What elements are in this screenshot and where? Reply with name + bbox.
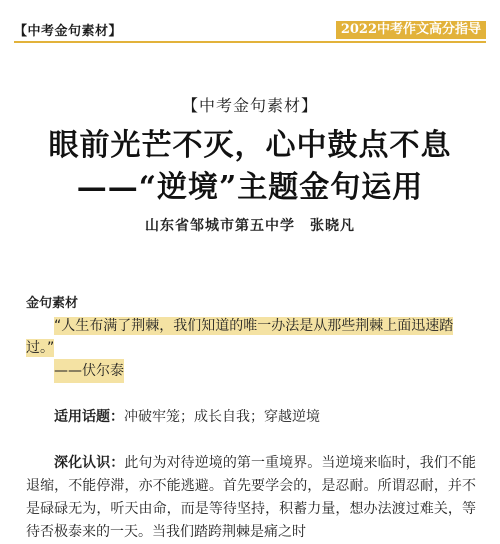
article-title-line-2: ——“逆境”主题金句运用 <box>76 170 424 205</box>
header-column-tag: 【中考金句素材】 <box>14 24 123 39</box>
quote-source: ——伏尔泰 <box>54 359 124 383</box>
page-header <box>0 0 500 46</box>
header-rule <box>14 41 486 43</box>
applicable-topics <box>54 406 320 426</box>
quote-paragraph <box>26 315 476 359</box>
deep-label: 深化认识： <box>54 455 125 471</box>
deep-understanding-paragraph <box>26 452 476 544</box>
article-column-tag: 【中考金句素材】 <box>181 96 318 115</box>
article-author: 山东省邹城市第五中学 张晓凡 <box>145 218 355 234</box>
section-heading: 金句素材 <box>26 296 79 311</box>
topic-text: 冲破牢笼；成长自我；穿越逆境 <box>124 409 320 425</box>
quote-block <box>26 315 476 383</box>
quote-text: “人生布满了荆棘，我们知道的唯一办法是从那些荆棘上面迅速踏过。” <box>26 318 454 356</box>
article-title-line-1: 眼前光芒不灭，心中鼓点不息 <box>48 128 452 163</box>
topic-label: 适用话题： <box>54 409 124 425</box>
header-guide-badge: 2022中考作文高分指导 <box>336 21 486 39</box>
deep-text: 此句为对待逆境的第一重境界。当逆境来临时，我们不能退缩，不能停滞，亦不能逃避。首先要学会的，是忍耐。所谓忍耐，并不是碌碌无为，听天由命，而是等待坚持，积蓄力量，想办法渡过难关，等待否极泰来的一天。当我们踏跨荆棘是痛之时 <box>26 455 477 540</box>
